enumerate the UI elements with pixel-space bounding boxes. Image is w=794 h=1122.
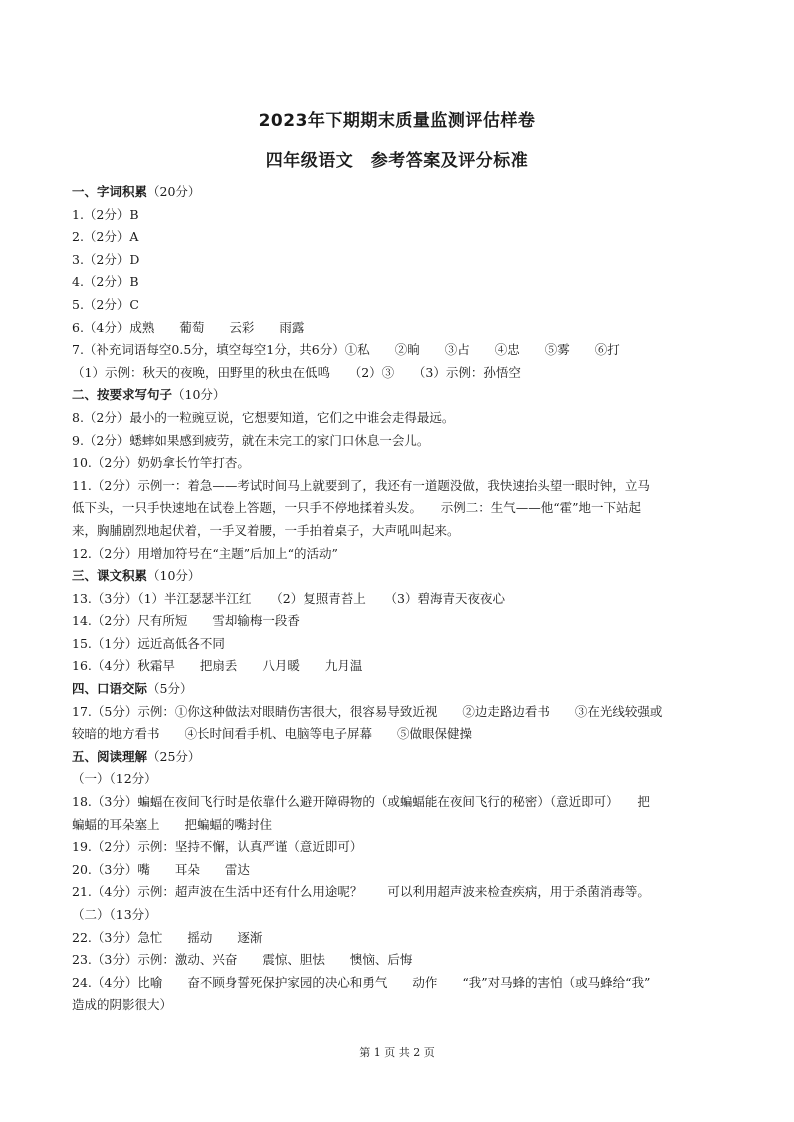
answer-line: 4.（2分）B: [72, 274, 139, 290]
answer-line: 19.（2分）示例：坚持不懈，认真严谨（意近即可）: [72, 839, 363, 855]
answer-line: 3.（2分）D: [72, 251, 140, 267]
answer-line: 1.（2分）B: [72, 206, 139, 222]
exam-title: 2023年下期期末质量监测评估样卷: [258, 111, 536, 131]
answer-line: 24.（4分）比喻 奋不顾身誓死保护家园的决心和勇气 动作 “我”对马蜂的害怕（或马蜂给“我”: [72, 974, 651, 990]
section-heading: [72, 565, 728, 588]
section-points: （5分）: [147, 681, 193, 697]
answer-line: 8.（2分）最小的一粒豌豆说，它想要知道，它们之中谁会走得最远。: [72, 409, 455, 425]
section-heading: [72, 746, 728, 769]
answer-body: [72, 181, 728, 1017]
answer-line: 11.（2分）示例一：着急——考试时间马上就要到了，我还有一道题没做，我快速抬头望一眼时钟，立马: [72, 477, 650, 493]
section-points: （10分）: [172, 387, 226, 403]
section-label: 二、按要求写句子: [72, 387, 173, 403]
answer-line: 9.（2分）蟋蟀如果感到疲劳，就在未完工的家门口休息一会儿。: [72, 432, 430, 448]
answer-line: （二）（13分）: [72, 907, 157, 922]
answer-line: 造成的阴影很大）: [72, 997, 173, 1013]
answer-line: 10.（2分）奶奶拿长竹竿打杏。: [72, 455, 250, 471]
answer-line: 蝙蝠的耳朵塞上 把蝙蝠的嘴封住: [72, 816, 273, 832]
answer-line: 18.（3分）蝙蝠在夜间飞行时是依靠什么避开障碍物的（或蝙蝠能在夜间飞行的秘密）（意近即可） 把: [72, 794, 650, 810]
answer-line: 7.（补充词语每空0.5分，填空每空1分，共6分）①私 ②晌 ③占 ④忠 ⑤雾 ⑥打: [72, 342, 620, 358]
section-label: 一、字词积累: [72, 184, 148, 199]
section-heading: [72, 181, 728, 204]
answer-line: 14.（2分）尺有所短 雪却输梅一段香: [72, 613, 300, 629]
answer-line: 22.（3分）急忙 摇动 逐渐: [72, 929, 263, 945]
section-label: 五、阅读理解: [72, 748, 148, 764]
page-number: 第 1 页 共 2 页: [359, 1046, 435, 1059]
answer-line: 20.（3分）嘴 耳朵 雷达: [72, 861, 250, 877]
answer-line: 低下头，一只手快速地在试卷上答题，一只手不停地揉着头发。 示例二：生气——他“霍”地一下站起: [72, 500, 642, 516]
section-points: （10分）: [147, 568, 201, 584]
answer-line: （1）示例：秋天的夜晚，田野里的秋虫在低鸣 （2）③ （3）示例：孙悟空: [72, 364, 521, 380]
answer-line: 6.（4分）成熟 葡萄 云彩 雨露: [72, 319, 305, 335]
answer-line: 来，胸脯剧烈地起伏着，一手叉着腰，一手拍着桌子，大声吼叫起来。: [72, 522, 460, 538]
answer-line: 5.（2分）C: [72, 296, 139, 312]
answer-line: 23.（3分）示例：激动、兴奋 震惊、胆怯 懊恼、后悔: [72, 952, 413, 968]
answer-line: 2.（2分）A: [72, 229, 139, 245]
answer-line: （一）（12分）: [72, 771, 157, 787]
section-label: 三、课文积累: [72, 568, 148, 584]
exam-subtitle: 四年级语文 参考答案及评分标准: [265, 151, 529, 171]
answer-line: 17.（5分）示例：①你这种做法对眼睛伤害很大，很容易导致近视 ②边走路边看书 ③在光线较强或: [72, 703, 663, 719]
section-heading: [72, 678, 728, 701]
section-label: 四、口语交际: [72, 681, 148, 697]
answer-line: 21.（4分）示例：超声波在生活中还有什么用途呢？ 可以利用超声波来检查疾病，用于杀菌消毒等。: [72, 884, 650, 900]
answer-line: 12.（2分）用增加符号在“主题”后加上“的活动”: [72, 545, 338, 561]
answer-line: 15.（1分）远近高低各不同: [72, 635, 225, 651]
answer-line: 16.（4分）秋霜早 把扇丢 八月暖 九月温: [72, 658, 363, 674]
section-heading: [72, 384, 728, 407]
answer-line: 13.（3分）（1）半江瑟瑟半江红 （2）复照青苔上 （3）碧海青天夜夜心: [72, 590, 505, 606]
answer-line: 较暗的地方看书 ④长时间看手机、电脑等电子屏幕 ⑤做眼保健操: [72, 726, 473, 742]
section-points: （25分）: [147, 748, 201, 764]
section-points: （20分）: [147, 184, 201, 199]
